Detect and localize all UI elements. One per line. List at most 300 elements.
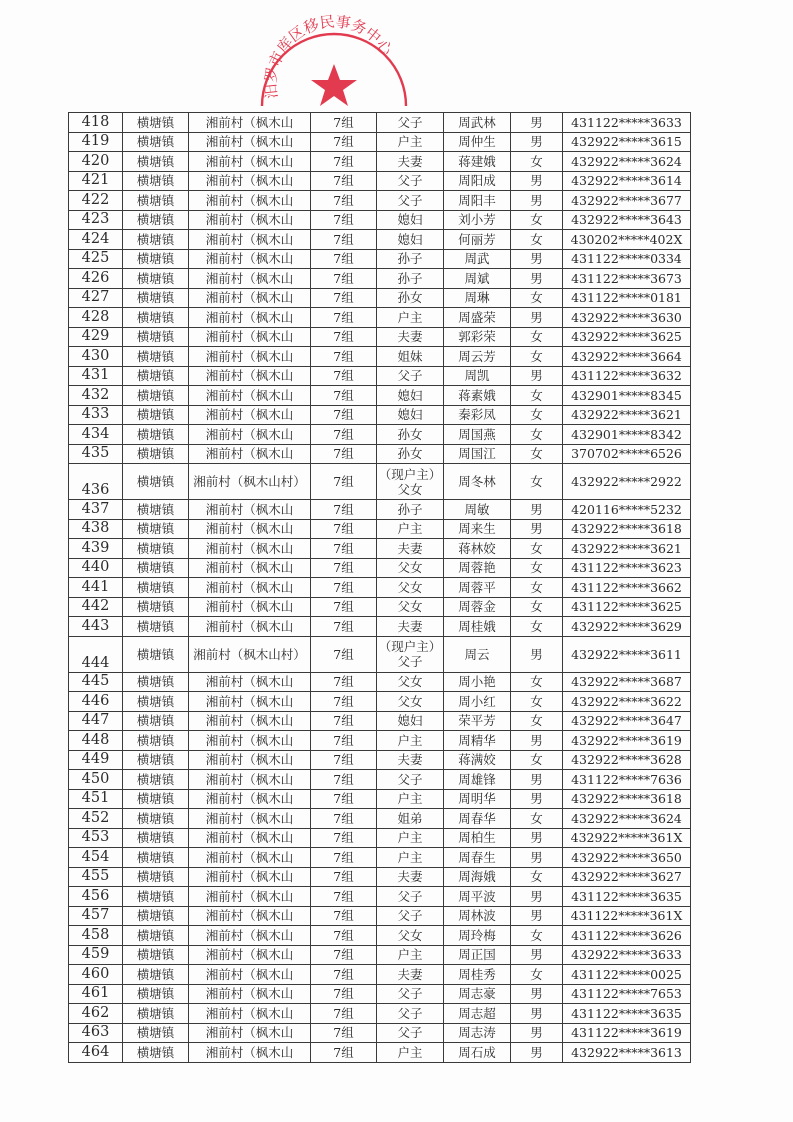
name-cell: 周海娥 [444, 867, 511, 887]
relation-cell: 父子 [377, 366, 444, 386]
name-cell: 周国燕 [444, 425, 511, 445]
gender-cell: 男 [511, 308, 563, 328]
village-cell: 湘前村（枫木山 [189, 848, 311, 868]
id-number-cell: 432922*****3629 [563, 617, 691, 637]
gender-cell: 女 [511, 578, 563, 598]
town-cell: 横塘镇 [123, 789, 189, 809]
id-number-cell: 432922*****3647 [563, 711, 691, 731]
village-cell: 湘前村（枫木山 [189, 171, 311, 191]
gender-cell: 男 [511, 500, 563, 520]
relation-cell: 父女 [377, 558, 444, 578]
table-row [69, 405, 691, 425]
row-number: 422 [69, 191, 123, 211]
group-cell: 7组 [311, 210, 377, 230]
row-number: 425 [69, 249, 123, 269]
relation-cell: 夫妻 [377, 152, 444, 172]
town-cell: 横塘镇 [123, 249, 189, 269]
village-cell: 湘前村（枫木山 [189, 386, 311, 406]
id-number-cell: 432922*****361X [563, 828, 691, 848]
row-number: 433 [69, 405, 123, 425]
name-cell: 周小红 [444, 692, 511, 712]
gender-cell: 女 [511, 926, 563, 946]
table-row [69, 464, 691, 500]
relation-cell: 夫妻 [377, 965, 444, 985]
table-row [69, 444, 691, 464]
relation-cell: 父女 [377, 578, 444, 598]
table-row [69, 366, 691, 386]
relation-cell: 户主 [377, 308, 444, 328]
table-row [69, 113, 691, 133]
id-number-cell: 432922*****3687 [563, 672, 691, 692]
table-row [69, 425, 691, 445]
town-cell: 横塘镇 [123, 210, 189, 230]
village-cell: 湘前村（枫木山 [189, 906, 311, 926]
group-cell: 7组 [311, 1023, 377, 1043]
table-row [69, 152, 691, 172]
town-cell: 横塘镇 [123, 1004, 189, 1024]
gender-cell: 女 [511, 327, 563, 347]
relation-cell: 孙子 [377, 500, 444, 520]
id-number-cell: 431122*****3662 [563, 578, 691, 598]
gender-cell: 女 [511, 597, 563, 617]
relation-cell: 户主 [377, 731, 444, 751]
star-icon [311, 64, 357, 106]
group-cell: 7组 [311, 578, 377, 598]
relation-cell: 父子 [377, 191, 444, 211]
id-number-cell: 432922*****3625 [563, 327, 691, 347]
gender-cell: 女 [511, 464, 563, 500]
group-cell: 7组 [311, 249, 377, 269]
name-cell: 周明华 [444, 789, 511, 809]
relation-cell: 孙子 [377, 269, 444, 289]
row-number: 428 [69, 308, 123, 328]
village-cell: 湘前村（枫木山 [189, 770, 311, 790]
gender-cell: 男 [511, 1023, 563, 1043]
name-cell: 周武林 [444, 113, 511, 133]
row-number: 436 [69, 464, 123, 500]
row-number: 437 [69, 500, 123, 520]
seal-ring [262, 34, 406, 106]
relation-cell: 户主 [377, 828, 444, 848]
relation-cell: 夫妻 [377, 539, 444, 559]
gender-cell: 女 [511, 210, 563, 230]
name-cell: 周春生 [444, 848, 511, 868]
town-cell: 横塘镇 [123, 288, 189, 308]
group-cell: 7组 [311, 386, 377, 406]
group-cell: 7组 [311, 269, 377, 289]
gender-cell: 男 [511, 789, 563, 809]
table-row [69, 500, 691, 520]
village-cell: 湘前村（枫木山 [189, 366, 311, 386]
group-cell: 7组 [311, 906, 377, 926]
gender-cell: 女 [511, 425, 563, 445]
gender-cell: 女 [511, 539, 563, 559]
relation-cell: 户主 [377, 789, 444, 809]
village-cell: 湘前村（枫木山 [189, 425, 311, 445]
name-cell: 周云 [444, 636, 511, 672]
town-cell: 横塘镇 [123, 113, 189, 133]
town-cell: 横塘镇 [123, 672, 189, 692]
name-cell: 周阳丰 [444, 191, 511, 211]
name-cell: 郭彩荣 [444, 327, 511, 347]
group-cell: 7组 [311, 731, 377, 751]
row-number: 421 [69, 171, 123, 191]
gender-cell: 男 [511, 770, 563, 790]
name-cell: 周春华 [444, 809, 511, 829]
gender-cell: 女 [511, 867, 563, 887]
village-cell: 湘前村（枫木山村） [189, 636, 311, 672]
row-number: 454 [69, 848, 123, 868]
group-cell: 7组 [311, 500, 377, 520]
gender-cell: 男 [511, 132, 563, 152]
relation-cell: 姐妹 [377, 347, 444, 367]
table-row [69, 926, 691, 946]
table-row [69, 692, 691, 712]
id-number-cell: 432922*****3619 [563, 731, 691, 751]
relation-cell: 父女 [377, 926, 444, 946]
row-number: 455 [69, 867, 123, 887]
gender-cell: 女 [511, 347, 563, 367]
table-row [69, 789, 691, 809]
village-cell: 湘前村（枫木山 [189, 828, 311, 848]
relation-cell: 户主 [377, 132, 444, 152]
gender-cell: 女 [511, 444, 563, 464]
row-number: 438 [69, 519, 123, 539]
group-cell: 7组 [311, 171, 377, 191]
gender-cell: 男 [511, 731, 563, 751]
id-number-cell: 432922*****3618 [563, 519, 691, 539]
gender-cell: 男 [511, 906, 563, 926]
group-cell: 7组 [311, 1004, 377, 1024]
row-number: 447 [69, 711, 123, 731]
town-cell: 横塘镇 [123, 578, 189, 598]
id-number-cell: 432922*****3630 [563, 308, 691, 328]
row-number: 427 [69, 288, 123, 308]
row-number: 459 [69, 945, 123, 965]
table-row [69, 210, 691, 230]
town-cell: 横塘镇 [123, 617, 189, 637]
name-cell: 周琳 [444, 288, 511, 308]
group-cell: 7组 [311, 692, 377, 712]
gender-cell: 男 [511, 113, 563, 133]
table-row [69, 965, 691, 985]
town-cell: 横塘镇 [123, 308, 189, 328]
name-cell: 周斌 [444, 269, 511, 289]
row-number: 431 [69, 366, 123, 386]
table-row [69, 636, 691, 672]
row-number: 461 [69, 984, 123, 1004]
name-cell: 周志涛 [444, 1023, 511, 1043]
row-number: 451 [69, 789, 123, 809]
relation-cell: 户主 [377, 1043, 444, 1063]
village-cell: 湘前村（枫木山 [189, 887, 311, 907]
id-number-cell: 431122*****3619 [563, 1023, 691, 1043]
name-cell: 周志超 [444, 1004, 511, 1024]
relation-cell: 媳妇 [377, 711, 444, 731]
table-row [69, 848, 691, 868]
id-number-cell: 431122*****0181 [563, 288, 691, 308]
id-number-cell: 432922*****3643 [563, 210, 691, 230]
group-cell: 7组 [311, 444, 377, 464]
table-row [69, 828, 691, 848]
row-number: 418 [69, 113, 123, 133]
row-number: 457 [69, 906, 123, 926]
village-cell: 湘前村（枫木山 [189, 672, 311, 692]
village-cell: 湘前村（枫木山 [189, 269, 311, 289]
relation-cell: 媳妇 [377, 210, 444, 230]
group-cell: 7组 [311, 926, 377, 946]
gender-cell: 男 [511, 1004, 563, 1024]
village-cell: 湘前村（枫木山村） [189, 464, 311, 500]
relation-cell: 媳妇 [377, 405, 444, 425]
row-number: 440 [69, 558, 123, 578]
row-number: 432 [69, 386, 123, 406]
town-cell: 横塘镇 [123, 867, 189, 887]
roster-body [69, 113, 691, 1063]
group-cell: 7组 [311, 288, 377, 308]
group-cell: 7组 [311, 789, 377, 809]
id-number-cell: 431122*****0025 [563, 965, 691, 985]
town-cell: 横塘镇 [123, 965, 189, 985]
relation-cell: 户主 [377, 848, 444, 868]
village-cell: 湘前村（枫木山 [189, 347, 311, 367]
group-cell: 7组 [311, 617, 377, 637]
village-cell: 湘前村（枫木山 [189, 750, 311, 770]
group-cell: 7组 [311, 366, 377, 386]
name-cell: 刘小芳 [444, 210, 511, 230]
group-cell: 7组 [311, 405, 377, 425]
row-number: 444 [69, 636, 123, 672]
id-number-cell: 432922*****3677 [563, 191, 691, 211]
name-cell: 周雄锋 [444, 770, 511, 790]
gender-cell: 男 [511, 171, 563, 191]
table-row [69, 597, 691, 617]
table-row [69, 731, 691, 751]
group-cell: 7组 [311, 152, 377, 172]
gender-cell: 女 [511, 750, 563, 770]
table-row [69, 539, 691, 559]
row-number: 441 [69, 578, 123, 598]
relation-cell: 父子 [377, 770, 444, 790]
town-cell: 横塘镇 [123, 230, 189, 250]
relation-cell: 父子 [377, 984, 444, 1004]
relation-cell: （现户主）父子 [377, 636, 444, 672]
relation-cell: 父女 [377, 692, 444, 712]
row-number: 435 [69, 444, 123, 464]
group-cell: 7组 [311, 848, 377, 868]
town-cell: 横塘镇 [123, 636, 189, 672]
group-cell: 7组 [311, 113, 377, 133]
name-cell: 蒋素娥 [444, 386, 511, 406]
table-row [69, 288, 691, 308]
id-number-cell: 431122*****3625 [563, 597, 691, 617]
table-row [69, 1023, 691, 1043]
group-cell: 7组 [311, 464, 377, 500]
group-cell: 7组 [311, 230, 377, 250]
town-cell: 横塘镇 [123, 191, 189, 211]
group-cell: 7组 [311, 1043, 377, 1063]
table-row [69, 672, 691, 692]
table-row [69, 327, 691, 347]
town-cell: 横塘镇 [123, 464, 189, 500]
row-number: 453 [69, 828, 123, 848]
relation-cell: 父子 [377, 1023, 444, 1043]
row-number: 450 [69, 770, 123, 790]
gender-cell: 女 [511, 558, 563, 578]
town-cell: 横塘镇 [123, 269, 189, 289]
name-cell: 周平波 [444, 887, 511, 907]
row-number: 423 [69, 210, 123, 230]
row-number: 446 [69, 692, 123, 712]
town-cell: 横塘镇 [123, 945, 189, 965]
relation-cell: 父女 [377, 597, 444, 617]
id-number-cell: 432901*****8345 [563, 386, 691, 406]
id-number-cell: 432922*****3664 [563, 347, 691, 367]
id-number-cell: 370702*****6526 [563, 444, 691, 464]
table-row [69, 558, 691, 578]
table-row [69, 249, 691, 269]
town-cell: 横塘镇 [123, 809, 189, 829]
village-cell: 湘前村（枫木山 [189, 327, 311, 347]
table-row [69, 906, 691, 926]
row-number: 464 [69, 1043, 123, 1063]
id-number-cell: 430202*****402X [563, 230, 691, 250]
village-cell: 湘前村（枫木山 [189, 731, 311, 751]
town-cell: 横塘镇 [123, 444, 189, 464]
gender-cell: 女 [511, 965, 563, 985]
group-cell: 7组 [311, 519, 377, 539]
name-cell: 周冬林 [444, 464, 511, 500]
id-number-cell: 432922*****3627 [563, 867, 691, 887]
name-cell: 周林波 [444, 906, 511, 926]
table-row [69, 269, 691, 289]
relation-cell: 户主 [377, 945, 444, 965]
id-number-cell: 432922*****3621 [563, 405, 691, 425]
row-number: 449 [69, 750, 123, 770]
id-number-cell: 432922*****3618 [563, 789, 691, 809]
village-cell: 湘前村（枫木山 [189, 597, 311, 617]
name-cell: 周玲梅 [444, 926, 511, 946]
table-row [69, 770, 691, 790]
village-cell: 湘前村（枫木山 [189, 578, 311, 598]
town-cell: 横塘镇 [123, 152, 189, 172]
table-row [69, 171, 691, 191]
row-number: 439 [69, 539, 123, 559]
name-cell: 何丽芳 [444, 230, 511, 250]
id-number-cell: 431122*****3635 [563, 1004, 691, 1024]
group-cell: 7组 [311, 558, 377, 578]
id-number-cell: 431122*****7653 [563, 984, 691, 1004]
gender-cell: 男 [511, 191, 563, 211]
group-cell: 7组 [311, 770, 377, 790]
row-number: 429 [69, 327, 123, 347]
row-number: 445 [69, 672, 123, 692]
village-cell: 湘前村（枫木山 [189, 926, 311, 946]
table-row [69, 1004, 691, 1024]
table-row [69, 945, 691, 965]
relation-cell: 父子 [377, 1004, 444, 1024]
relation-cell: 孙女 [377, 425, 444, 445]
gender-cell: 女 [511, 386, 563, 406]
name-cell: 周仲生 [444, 132, 511, 152]
village-cell: 湘前村（枫木山 [189, 113, 311, 133]
id-number-cell: 431122*****3633 [563, 113, 691, 133]
name-cell: 周正国 [444, 945, 511, 965]
village-cell: 湘前村（枫木山 [189, 308, 311, 328]
name-cell: 周蓉艳 [444, 558, 511, 578]
group-cell: 7组 [311, 828, 377, 848]
relation-cell: 夫妻 [377, 327, 444, 347]
name-cell: 周小艳 [444, 672, 511, 692]
group-cell: 7组 [311, 308, 377, 328]
id-number-cell: 431122*****361X [563, 906, 691, 926]
town-cell: 横塘镇 [123, 848, 189, 868]
village-cell: 湘前村（枫木山 [189, 945, 311, 965]
relation-cell: 父子 [377, 113, 444, 133]
id-number-cell: 432922*****3622 [563, 692, 691, 712]
row-number: 434 [69, 425, 123, 445]
name-cell: 周盛荣 [444, 308, 511, 328]
gender-cell: 女 [511, 692, 563, 712]
group-cell: 7组 [311, 539, 377, 559]
id-number-cell: 432922*****3628 [563, 750, 691, 770]
group-cell: 7组 [311, 132, 377, 152]
town-cell: 横塘镇 [123, 405, 189, 425]
id-number-cell: 431122*****0334 [563, 249, 691, 269]
village-cell: 湘前村（枫木山 [189, 1004, 311, 1024]
name-cell: 周蓉平 [444, 578, 511, 598]
gender-cell: 女 [511, 711, 563, 731]
town-cell: 横塘镇 [123, 500, 189, 520]
name-cell: 周敏 [444, 500, 511, 520]
name-cell: 周凯 [444, 366, 511, 386]
town-cell: 横塘镇 [123, 731, 189, 751]
gender-cell: 男 [511, 945, 563, 965]
table-row [69, 191, 691, 211]
relation-cell: 夫妻 [377, 750, 444, 770]
gender-cell: 女 [511, 405, 563, 425]
row-number: 426 [69, 269, 123, 289]
gender-cell: 男 [511, 249, 563, 269]
row-number: 420 [69, 152, 123, 172]
relation-cell: 媳妇 [377, 230, 444, 250]
relation-cell: 父子 [377, 171, 444, 191]
id-number-cell: 432922*****2922 [563, 464, 691, 500]
name-cell: 周志豪 [444, 984, 511, 1004]
town-cell: 横塘镇 [123, 984, 189, 1004]
town-cell: 横塘镇 [123, 770, 189, 790]
village-cell: 湘前村（枫木山 [189, 191, 311, 211]
town-cell: 横塘镇 [123, 558, 189, 578]
village-cell: 湘前村（枫木山 [189, 809, 311, 829]
gender-cell: 男 [511, 887, 563, 907]
table-row [69, 617, 691, 637]
official-seal [248, 4, 420, 108]
group-cell: 7组 [311, 809, 377, 829]
village-cell: 湘前村（枫木山 [189, 405, 311, 425]
gender-cell: 男 [511, 828, 563, 848]
group-cell: 7组 [311, 965, 377, 985]
village-cell: 湘前村（枫木山 [189, 519, 311, 539]
relation-cell: 夫妻 [377, 617, 444, 637]
row-number: 443 [69, 617, 123, 637]
group-cell: 7组 [311, 711, 377, 731]
group-cell: 7组 [311, 327, 377, 347]
town-cell: 横塘镇 [123, 171, 189, 191]
name-cell: 蒋林姣 [444, 539, 511, 559]
name-cell: 周桂娥 [444, 617, 511, 637]
table-row [69, 578, 691, 598]
